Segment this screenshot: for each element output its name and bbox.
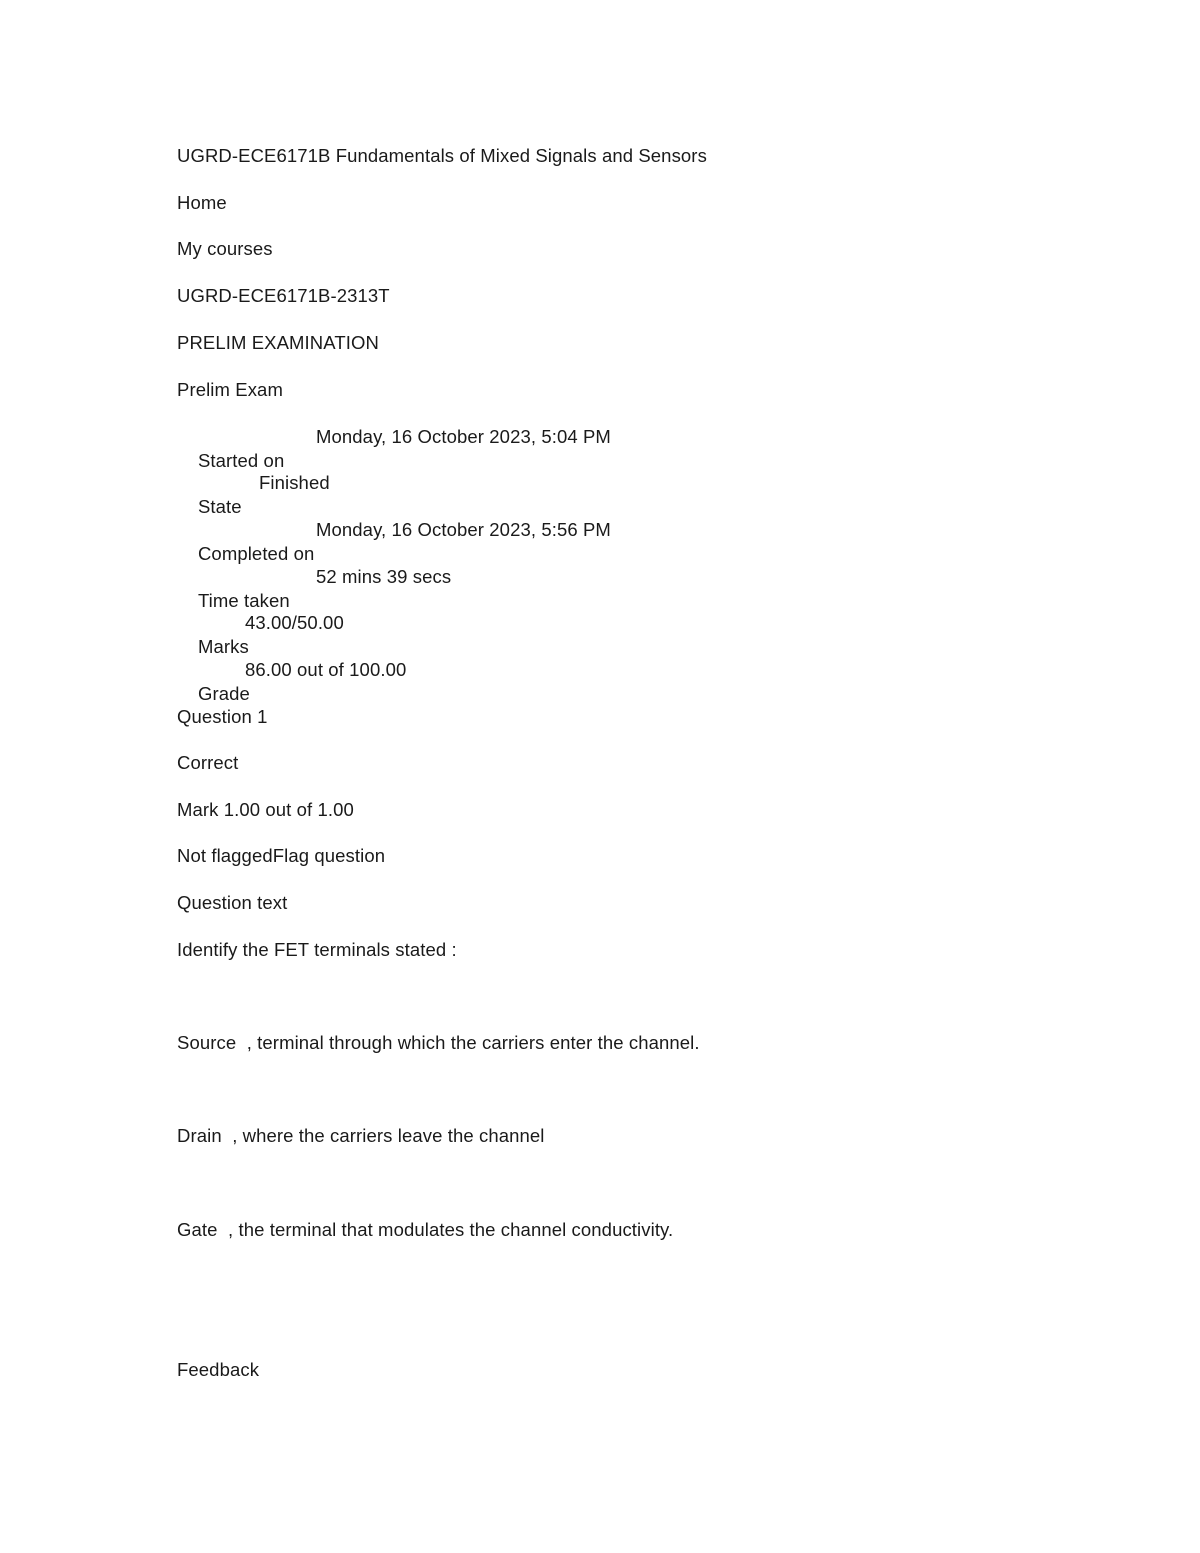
breadcrumb-section[interactable]: PRELIM EXAMINATION: [177, 332, 379, 353]
started-on-value: Monday, 16 October 2023, 5:04 PM: [316, 426, 611, 447]
completed-on-value: Monday, 16 October 2023, 5:56 PM: [316, 519, 611, 540]
question-prompt: Identify the FET terminals stated :: [177, 939, 457, 960]
answer-item-source: Source , terminal through which the carriers enter the channel.: [177, 1032, 700, 1053]
marks-label: Marks: [197, 636, 249, 657]
breadcrumb-course-code[interactable]: UGRD-ECE6171B-2313T: [177, 285, 390, 306]
completed-on-label: Completed on: [197, 543, 315, 564]
question-status: Correct: [177, 752, 239, 773]
breadcrumb-quiz[interactable]: Prelim Exam: [177, 379, 283, 400]
grade-label: Grade: [197, 683, 250, 704]
state-label: State: [197, 496, 242, 517]
feedback-label: Feedback: [177, 1359, 260, 1380]
started-on-label: Started on: [197, 450, 285, 471]
course-title: UGRD-ECE6171B Fundamentals of Mixed Signals and Sensors: [177, 145, 707, 166]
state-value: Finished: [259, 472, 330, 493]
marks-value: 43.00/50.00: [245, 612, 344, 633]
answer-item-gate: Gate , the terminal that modulates the channel conductivity.: [177, 1219, 674, 1240]
flag-question-toggle[interactable]: Not flaggedFlag question: [177, 845, 386, 866]
grade-value: 86.00 out of 100.00: [245, 659, 407, 680]
breadcrumb-home[interactable]: Home: [177, 192, 227, 213]
question-number: Question 1: [177, 706, 268, 727]
question-mark: Mark 1.00 out of 1.00: [177, 799, 354, 820]
time-taken-label: Time taken: [197, 590, 290, 611]
question-text-heading: Question text: [177, 892, 288, 913]
time-taken-value: 52 mins 39 secs: [316, 566, 452, 587]
breadcrumb-my-courses[interactable]: My courses: [177, 238, 273, 259]
answer-item-drain: Drain , where the carriers leave the channel: [177, 1125, 545, 1146]
